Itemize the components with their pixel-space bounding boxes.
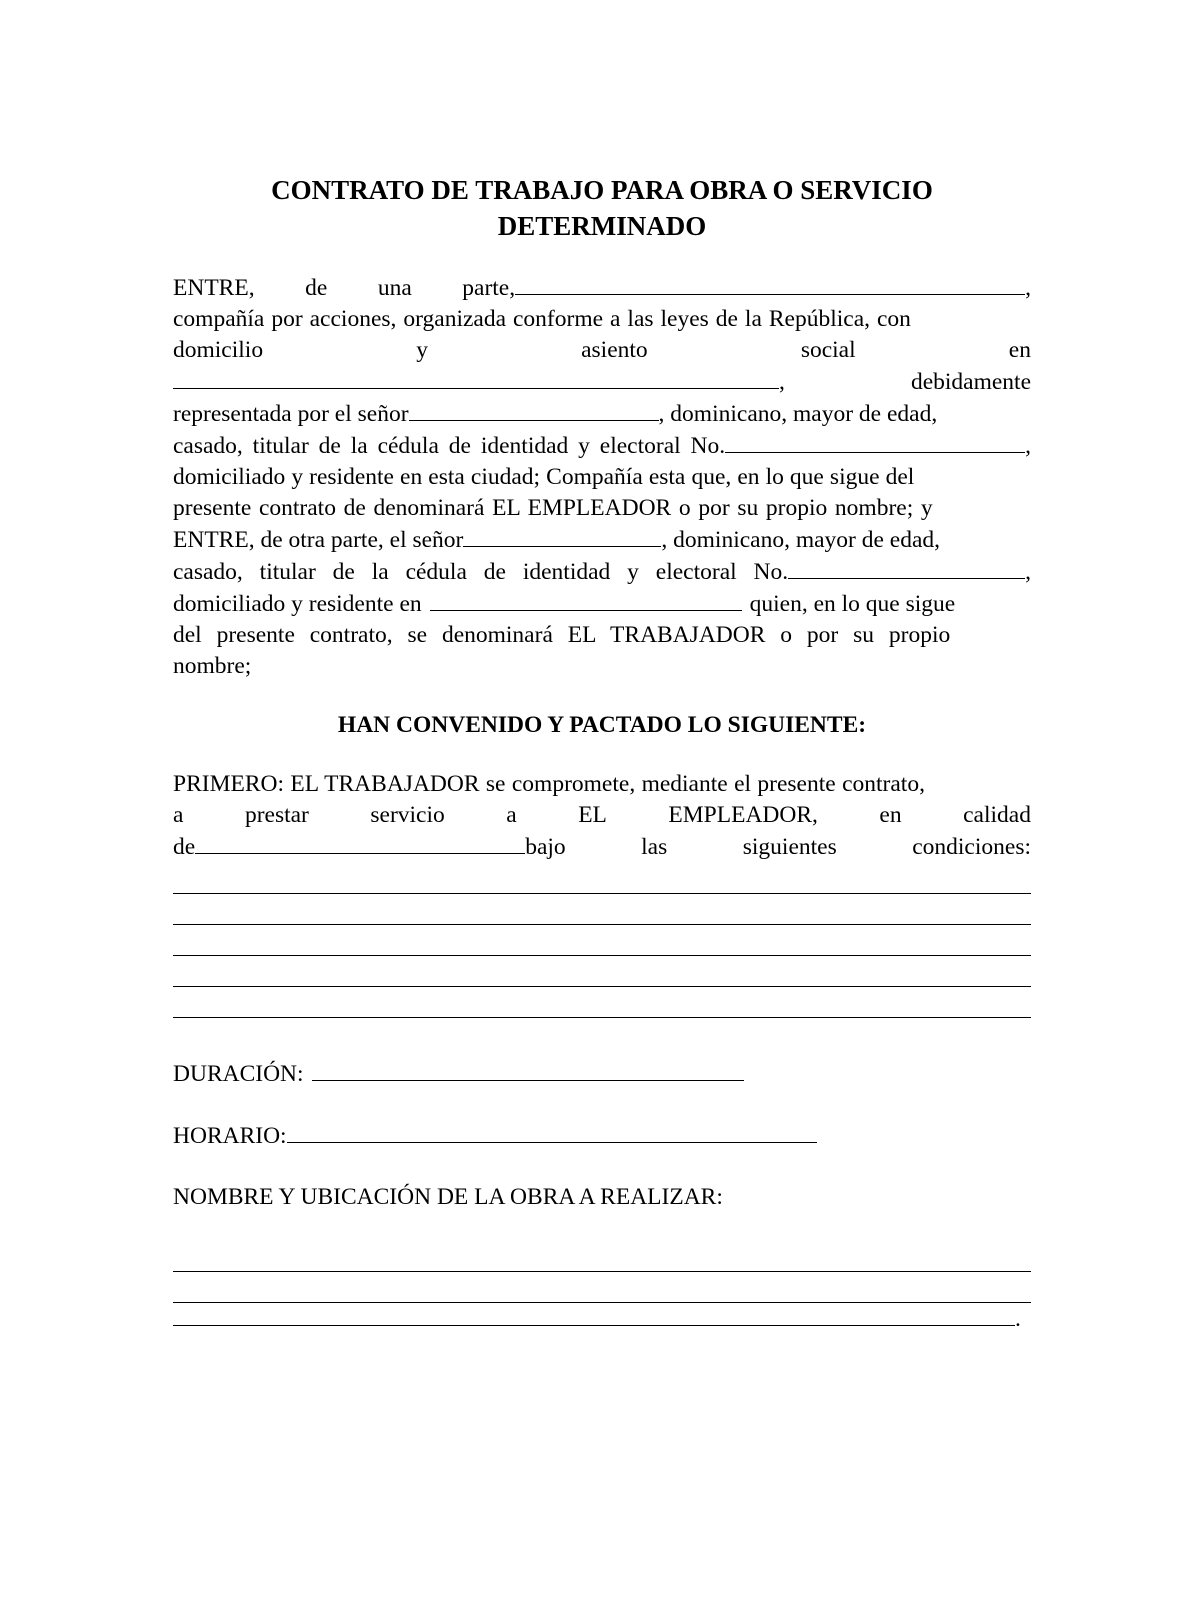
p1-line-12: del presente contrato, se denominará EL TRABAJADOR o por su propio [173, 622, 951, 648]
p1-line-5: representada por el señor , dominicano, mayor de edad, [173, 398, 1031, 430]
p1-line-11: domiciliado y residente en quien, en lo que sigue [173, 588, 1031, 620]
parties-paragraph [173, 272, 1031, 682]
obra-line-3: . [173, 1303, 1031, 1335]
p1-line-6: casado, titular de la cédula de identidad y electoral No. , [173, 430, 1031, 462]
p2-line-2: a prestar servicio a EL EMPLEADOR, en calidad [173, 802, 1031, 828]
position-blank[interactable] [195, 831, 525, 854]
conditions-line-5[interactable] [173, 987, 1031, 1018]
duracion-blank[interactable] [312, 1058, 744, 1081]
company-name-blank[interactable] [515, 272, 1025, 295]
p2-line-3: de bajo las siguientes condiciones: [173, 831, 1031, 863]
conditions-line-2[interactable] [173, 894, 1031, 925]
document-title [173, 172, 1031, 244]
obra-line-1[interactable] [173, 1241, 1031, 1272]
company-address-blank[interactable] [173, 366, 779, 389]
p1-line-8: presente contrato de denominará EL EMPLEADOR o por su propio nombre; y [173, 495, 933, 521]
obra-line-3-blank[interactable] [173, 1303, 1015, 1326]
first-clause-paragraph [173, 769, 1031, 1018]
p1-line-10: casado, titular de la cédula de identidad y electoral No. , [173, 556, 1031, 588]
horario-blank[interactable] [287, 1120, 817, 1143]
horario-field: HORARIO: [173, 1120, 1031, 1152]
p2-line-1: PRIMERO: EL TRABAJADOR se compromete, mediante el presente contrato, [173, 771, 925, 797]
worker-name-blank[interactable] [463, 524, 661, 547]
worker-id-blank[interactable] [788, 556, 1025, 579]
agreement-heading: HAN CONVENIDO Y PACTADO LO SIGUIENTE: [337, 712, 867, 738]
p1-line-4: , debidamente [173, 366, 1031, 398]
conditions-line-1[interactable] [173, 863, 1031, 894]
p1-line-13: nombre; [173, 653, 252, 679]
representative-id-blank[interactable] [725, 430, 1025, 453]
p1-line-1: ENTRE, de una parte, , [173, 272, 1031, 304]
representative-name-blank[interactable] [409, 398, 659, 421]
p1-line-3: domicilio y asiento social en [173, 337, 1031, 363]
p1-line-9: ENTRE, de otra parte, el señor , dominicano, mayor de edad, [173, 524, 1031, 556]
obra-label: NOMBRE Y UBICACIÓN DE LA OBRA A REALIZAR: [173, 1184, 723, 1210]
obra-line-2[interactable] [173, 1272, 1031, 1303]
conditions-line-3[interactable] [173, 925, 1031, 956]
document-body [173, 172, 1031, 1335]
worker-address-blank[interactable] [430, 588, 742, 611]
title-line-1: CONTRATO DE TRABAJO PARA OBRA O SERVICIO [271, 175, 933, 205]
p1-line-2: compañía por acciones, organizada conforme a las leyes de la República, con [173, 306, 911, 332]
p1-line-7: domiciliado y residente en esta ciudad; Compañía esta que, en lo que sigue del [173, 464, 915, 490]
duracion-field: DURACIÓN: [173, 1058, 1031, 1090]
title-line-2: DETERMINADO [497, 211, 707, 241]
conditions-line-4[interactable] [173, 956, 1031, 987]
